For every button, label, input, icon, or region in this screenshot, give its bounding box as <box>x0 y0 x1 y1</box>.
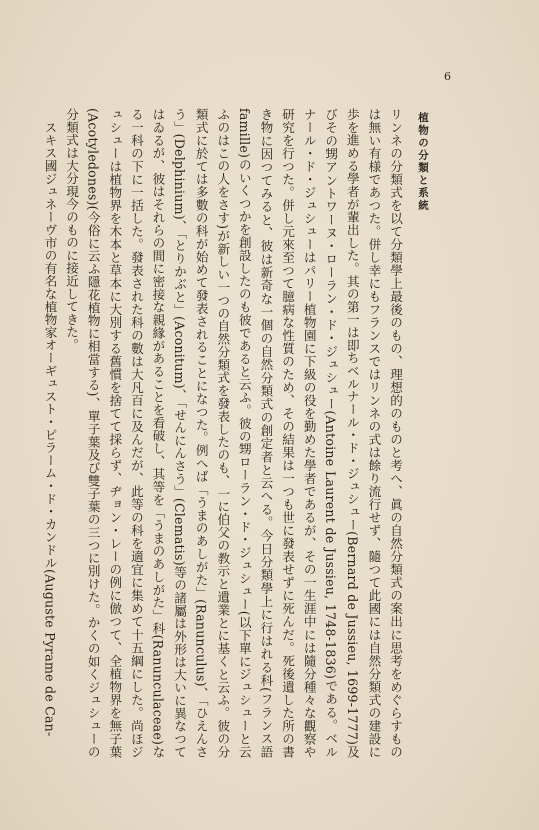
paragraph: スキス國ジュネーヴ市の有名な植物家オーギュスト・ピラーム・ド・カンドル(Auguste Pyrame de Can- <box>42 120 58 737</box>
running-head: 植物の分類と系統 <box>417 112 429 212</box>
body-text <box>6 108 406 758</box>
paragraph: リンネの分類式を以て分類學上最後のもの、理想的のものと考へ、眞の自然分類式の案出に思考をめぐらすものは無い有様であつた。併し幸にもフランスではリンネの式は餘り流行せず、隨つて此國には自然分類式の建設に歩を進める學者が輩出した。其の第一は即ちベルナール・ド・ジュシュー(Bernard de Jussieu, 1699-1777)及びその甥アントワーヌ・ローラン・ド・ジュシュー(Antoine Laurent de Jussieu, 1748-1836)である。ベルナール・ド・ジュシューはパリー植物園に下級の役を勤めた學者であるが、その一生涯中には隨分種々な觀察や研究を行つた。併し元來至つて臆病な性質のため、その結果は一つも世に發表せずに死んだ。死後遺した所の書き物に因つてみると、彼は新奇な一個の自然分類式の創定者と云へる。今日分類學上に行はれる科(フランス語famille)のいくつかを創設したのも彼であると云ふ。彼の甥ローラン・ド・ジュシュー(以下單にジュシューと云ふのはこの人をさす)が新しい一つの自然分類式を發表したのも、一に伯父の教示と遺業とに基くと云ふ。彼の分類式に於ては多數の科が始めて發表されることになつた。例へば「うまのあしがた」(Ranunculus)、「ひえんさう」(Delphinium)、「とりかぶと」(Aconitum)、「せんにんさう」(Clematis)等の諸屬は外形は大いに異なつてはゐるが、彼はそれらの間に密接な親緣があることを看破し、其等を「うまのあしがた」科(Ranunculaceae)なる一科の下に一括した。發表された科の數は大凡百に及んだが、此等の科を適宜に集めて十五綱にした。尚ほジュシューは植物界を木本と草本に大別する舊慣を捨てて採らず、ヂョン・レーの例に倣つて、全植物界を無子葉(Acotyledones)(今俗に云ふ隱花植物に相當する)、單子葉及び雙子葉の三つに別けた。かくの如くジュシューの分類式は大分現今のものに接近してきた。 <box>64 108 403 758</box>
page-number: 6 <box>444 70 451 83</box>
